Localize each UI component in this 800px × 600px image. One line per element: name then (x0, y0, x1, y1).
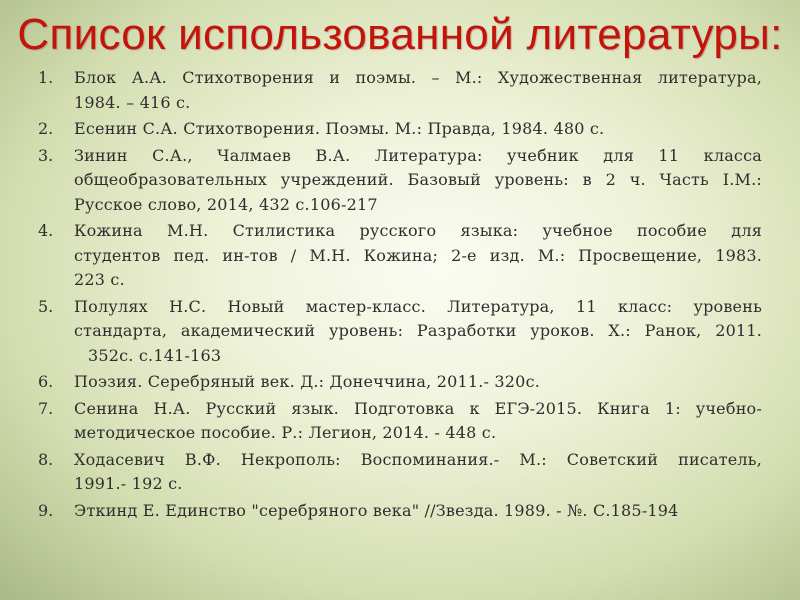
reference-item (38, 66, 762, 115)
entry-line: стандарта, академический уровень: Разработки уроков. Х.: Ранок, 2011. (74, 321, 762, 340)
item-number: 2. (38, 119, 54, 138)
reference-item (38, 397, 762, 446)
reference-item (38, 499, 762, 524)
item-number: 6. (38, 372, 54, 391)
entry-line: Сенина Н.А. Русский язык. Подготовка к ЕГЭ-2015. Книга 1: учебно- (74, 398, 762, 418)
reference-item (38, 219, 762, 293)
item-number: 7. (38, 398, 54, 418)
entry-line: Блок А.А. Стихотворения и поэмы. – М.: Художественная литература, (74, 68, 762, 87)
entry-line: студентов пед. ин-тов / М.Н. Кожина; 2-е изд. М.: Просвещение, 1983. (74, 245, 762, 265)
item-number: 8. (38, 449, 54, 469)
entry-line: Кожина М.Н. Стилистика русского языка: учебное пособие для (74, 221, 762, 240)
reference-item (38, 144, 762, 218)
reference-item (38, 448, 762, 497)
item-number: 5. (38, 296, 54, 316)
item-number: 1. (38, 68, 54, 87)
entry-line: Поэзия. Серебряный век. Д.: Донеччина, 2011.- 320с. (74, 372, 541, 391)
entry-line: Ходасевич В.Ф. Некрополь: Воспоминания.- М.: Советский писатель, (74, 449, 762, 469)
slide-title: Список использованной литературы: (17, 10, 783, 59)
entry-line: 1984. – 416 с. (74, 92, 191, 112)
entry-line: общеобразовательных учреждений. Базовый уровень: в 2 ч. Часть I.М.: (74, 170, 762, 189)
entry-line: Зинин С.А., Чалмаев В.А. Литература: учебник для 11 класса (74, 145, 762, 165)
entry-line: Есенин С.А. Стихотворения. Поэмы. М.: Правда, 1984. 480 с. (74, 119, 605, 138)
reference-item (38, 117, 762, 142)
entry-line: Русское слово, 2014, 432 с.106-217 (74, 194, 378, 214)
entry-line: 352с. с.141-163 (88, 345, 222, 365)
reference-item (38, 370, 762, 395)
item-number: 3. (38, 145, 54, 165)
entry-line: 223 с. (74, 270, 125, 289)
entry-line: Полулях Н.С. Новый мастер-класс. Литература, 11 класс: уровень (74, 296, 762, 316)
entry-line: 1991.- 192 с. (74, 474, 183, 493)
entry-line: Эткинд Е. Единство "серебряного века" //Звезда. 1989. - №. С.185-194 (74, 500, 679, 520)
item-number: 4. (38, 221, 54, 240)
entry-line: методическое пособие. Р.: Легион, 2014. - 448 с. (74, 423, 497, 442)
reference-list (38, 66, 762, 523)
item-number: 9. (38, 500, 54, 520)
reference-item (38, 295, 762, 369)
